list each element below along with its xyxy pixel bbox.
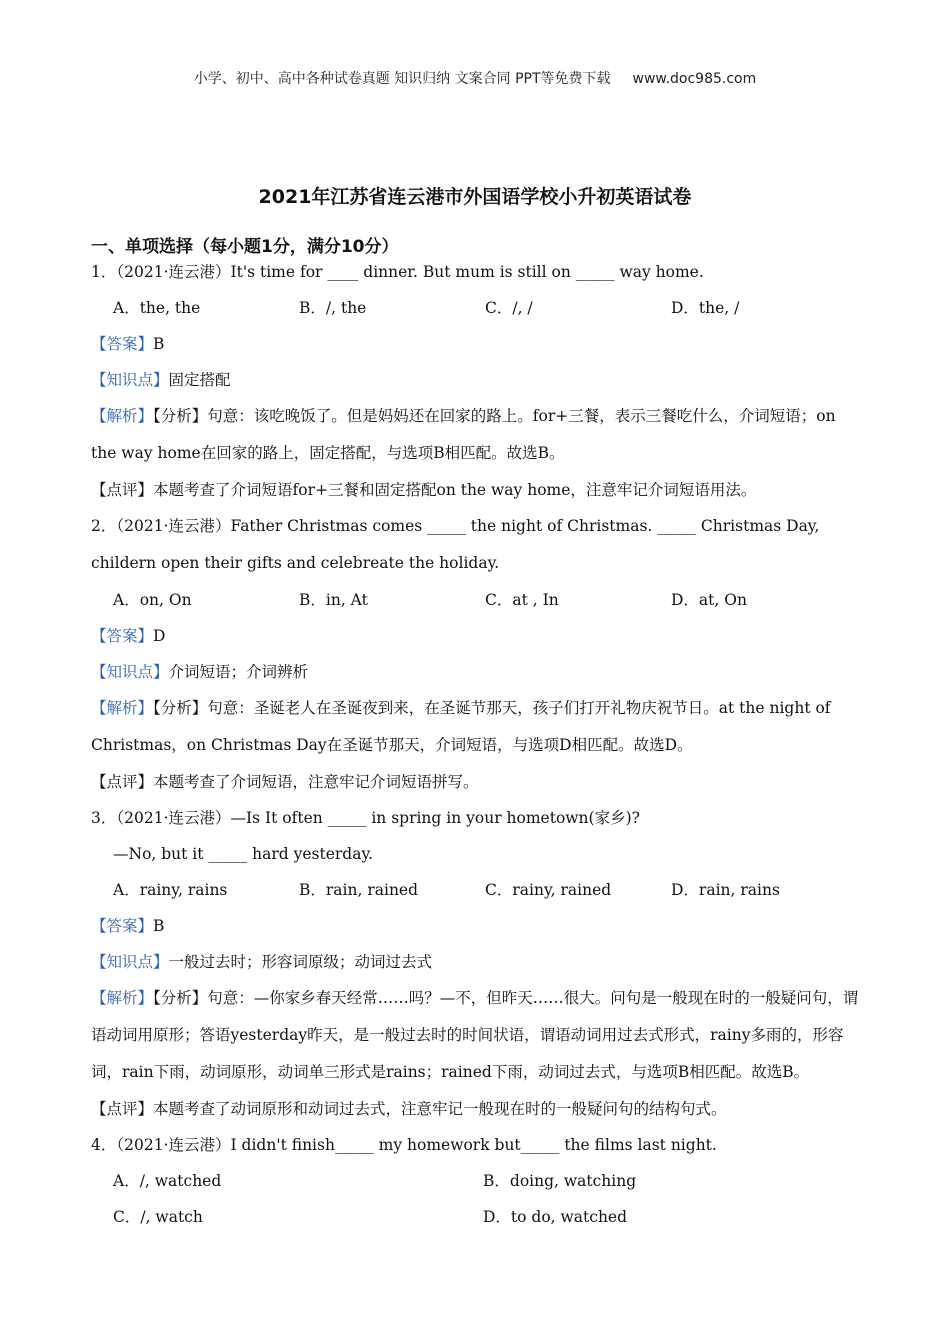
option-d: D．at, On — [671, 591, 747, 609]
option-c: C．rainy, rained — [485, 881, 612, 899]
question-3-stem-reply: —No, but it _____ hard yesterday. — [113, 845, 374, 863]
option-c: C．at , In — [485, 591, 559, 609]
option-a: A．rainy, rains — [113, 881, 228, 899]
question-2-knowledge — [91, 654, 861, 690]
question-2-analysis — [91, 690, 861, 764]
comment-text: 本题考查了介词短语，注意牢记介词短语拼写。 — [153, 773, 479, 791]
page-title: 2021年江苏省连云港市外国语学校小升初英语试卷 — [258, 186, 692, 208]
question-3-options — [91, 872, 861, 908]
answer-label: 【答案】 — [91, 917, 154, 935]
knowledge-label: 【知识点】 — [91, 371, 169, 389]
option-d: D．rain, rains — [671, 881, 780, 899]
option-d: D．the, / — [671, 299, 740, 317]
question-list — [91, 254, 861, 1235]
question-4-options-row-1 — [91, 1163, 861, 1199]
header-url[interactable]: www.doc985.com — [632, 71, 757, 87]
comment-text: 本题考查了介词短语for+三餐和固定搭配on the way home，注意牢记介词短语用法。 — [153, 481, 757, 499]
analysis-text: 【分析】句意：圣诞老人在圣诞夜到来，在圣诞节那天，孩子们打开礼物庆祝节日。at the night of Christmas，on Christmas Day在圣诞节那天，介词短语，与选项D相匹配。故选D。 — [91, 699, 831, 754]
analysis-label: 【解析】 — [91, 989, 154, 1007]
answer-value: B — [153, 335, 165, 353]
answer-value: D — [153, 627, 166, 645]
option-c: C．/, / — [485, 299, 533, 317]
question-3-analysis — [91, 980, 861, 1091]
question-1-answer — [91, 326, 861, 362]
question-3-stem: 3．（2021·连云港）—Is It often _____ in spring in your hometown(家乡)? — [91, 809, 640, 827]
option-b: B．rain, rained — [299, 881, 419, 899]
question-4-options-row-2 — [91, 1199, 861, 1235]
question-2-comment — [91, 764, 861, 800]
analysis-text: 【分析】句意：该吃晚饭了。但是妈妈还在回家的路上。for+三餐，表示三餐吃什么，介词短语；on the way home在回家的路上，固定搭配，与选项B相匹配。故选B。 — [91, 407, 836, 462]
question-3-knowledge — [91, 944, 861, 980]
comment-text: 本题考查了动词原形和动词过去式，注意牢记一般现在时的一般疑问句的结构句式。 — [153, 1100, 727, 1118]
page-header — [0, 68, 950, 88]
answer-label: 【答案】 — [91, 335, 154, 353]
option-b: B．/, the — [299, 299, 367, 317]
knowledge-value: 介词短语；介词辨析 — [168, 663, 309, 681]
answer-value: B — [153, 917, 165, 935]
header-text: 小学、初中、高中各种试卷真题 知识归纳 文案合同 PPT等免费下载 — [193, 71, 611, 87]
option-a: A．on, On — [113, 591, 192, 609]
question-1-options — [91, 290, 861, 326]
question-1-analysis — [91, 398, 861, 472]
question-3-comment — [91, 1091, 861, 1127]
option-b: B．doing, watching — [483, 1172, 637, 1190]
knowledge-label: 【知识点】 — [91, 663, 169, 681]
knowledge-value: 固定搭配 — [168, 371, 231, 389]
question-1-stem: 1．（2021·连云港）It's time for ____ dinner. But mum is still on _____ way home. — [91, 263, 704, 281]
option-d: D．to do, watched — [483, 1208, 628, 1226]
question-1-comment — [91, 472, 861, 508]
comment-label: 【点评】 — [91, 481, 154, 499]
question-2-answer — [91, 618, 861, 654]
question-2-options — [91, 582, 861, 618]
question-2-stem: 2．（2021·连云港）Father Christmas comes _____ the night of Christmas. _____ Christmas Day, childern open their gifts and celebreate the holiday. — [91, 517, 820, 572]
option-b: B．in, At — [299, 591, 368, 609]
analysis-label: 【解析】 — [91, 699, 154, 717]
option-a: A．/, watched — [113, 1172, 222, 1190]
question-3-answer — [91, 908, 861, 944]
answer-label: 【答案】 — [91, 627, 154, 645]
comment-label: 【点评】 — [91, 1100, 154, 1118]
knowledge-label: 【知识点】 — [91, 953, 169, 971]
analysis-label: 【解析】 — [91, 407, 154, 425]
knowledge-value: 一般过去时；形容词原级；动词过去式 — [168, 953, 433, 971]
section-heading: 一、单项选择（每小题1分，满分10分） — [91, 237, 399, 257]
question-4-stem: 4．（2021·连云港）I didn't finish_____ my homework but_____ the films last night. — [91, 1136, 717, 1154]
option-a: A．the, the — [113, 299, 201, 317]
option-c: C．/, watch — [113, 1208, 203, 1226]
analysis-text: 【分析】句意：—你家乡春天经常……吗？—不，但昨天……很大。问句是一般现在时的一般疑问句，谓语动词用原形；答语yesterday昨天，是一般过去时的时间状语，谓语动词用过去式形式，rainy多雨的，形容词，rain下雨，动词原形，动词单三形式是rains；rained下雨，动词过去式，与选项B相匹配。故选B。 — [91, 989, 859, 1081]
comment-label: 【点评】 — [91, 773, 154, 791]
question-1-knowledge — [91, 362, 861, 398]
